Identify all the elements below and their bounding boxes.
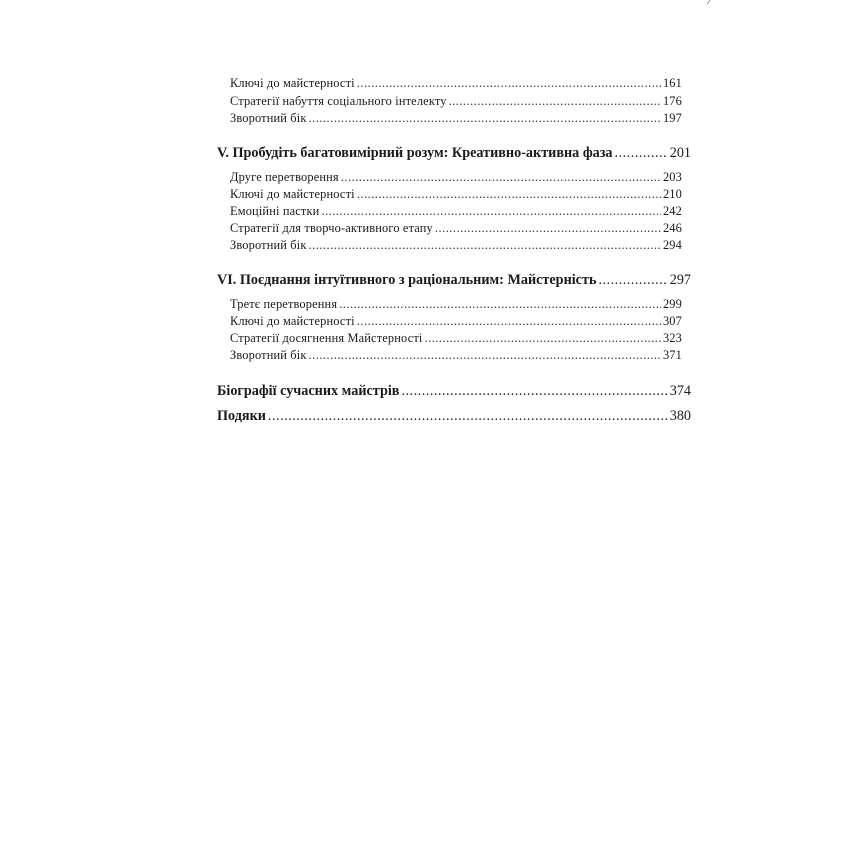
toc-item-page: 176 [662,94,682,108]
toc-item[interactable] [230,221,682,236]
toc-item[interactable] [230,170,682,185]
toc-item-page: 246 [662,221,682,235]
toc-leader-dots [341,170,661,185]
toc-leader-dots [357,314,661,329]
toc-part-title: V. Пробудіть багатовимірний розум: Креативно-активна фаза [217,145,613,161]
toc-leader-dots [401,383,667,400]
toc-section-page: 380 [669,408,691,424]
toc-item[interactable] [230,111,682,126]
toc-item-page: 294 [662,238,682,252]
toc-item-title: Третє перетворення [230,297,338,311]
toc-item-title: Зворотний бік [230,348,307,362]
toc-item-title: Друге перетворення [230,170,339,184]
toc-item-title: Стратегії для творчо-активного етапу [230,221,433,235]
toc-leader-dots [425,331,661,346]
toc-part-page: 297 [669,272,691,288]
toc-item[interactable] [230,348,682,363]
toc-section-page: 374 [669,383,691,399]
toc-item-page: 371 [662,348,682,362]
toc-section-acknowledgements[interactable] [217,408,691,425]
toc-leader-dots [309,238,661,253]
toc-leader-dots [598,272,667,289]
toc-item[interactable] [230,76,682,91]
toc-item-page: 161 [662,76,682,90]
toc-item-page: 210 [662,187,682,201]
toc-item-page: 323 [662,331,682,345]
toc-part-page: 201 [669,145,691,161]
toc-leader-dots [268,408,668,425]
toc-item-page: 299 [662,297,682,311]
toc-item-page: 242 [662,204,682,218]
toc-item[interactable] [230,238,682,253]
toc-leader-dots [321,204,661,219]
toc-leader-dots [615,145,668,162]
page-edge-mark [707,0,716,7]
toc-item-title: Ключі до майстерності [230,187,355,201]
toc-item-title: Зворотний бік [230,111,307,125]
toc-item-page: 197 [662,111,682,125]
toc-part-heading[interactable] [217,272,691,289]
toc-part-title: VI. Поєднання інтуїтивного з раціональним: Майстерність [217,272,597,288]
toc-item-page: 307 [662,314,682,328]
toc-item-title: Емоційні пастки [230,204,320,218]
toc-leader-dots [357,187,661,202]
toc-leader-dots [449,94,661,109]
toc-item-title: Стратегії набуття соціального інтелекту [230,94,447,108]
toc-item-title: Зворотний бік [230,238,307,252]
toc-section-title: Подяки [217,408,266,424]
toc-item[interactable] [230,94,682,109]
toc-item[interactable] [230,297,682,312]
toc-item-page: 203 [662,170,682,184]
toc-leader-dots [339,297,661,312]
toc-item[interactable] [230,314,682,329]
toc-leader-dots [309,111,661,126]
toc-item[interactable] [230,204,682,219]
toc-part-heading[interactable] [217,145,691,162]
toc-leader-dots [309,348,661,363]
toc-section-title: Біографії сучасних майстрів [217,383,400,399]
toc-item[interactable] [230,187,682,202]
toc-item-title: Ключі до майстерності [230,76,355,90]
toc-section-biographies[interactable] [217,383,691,400]
toc-item-title: Ключі до майстерності [230,314,355,328]
toc-leader-dots [435,221,661,236]
toc-item-title: Стратегії досягнення Майстерності [230,331,423,345]
toc-leader-dots [357,76,661,91]
toc-item[interactable] [230,331,682,346]
